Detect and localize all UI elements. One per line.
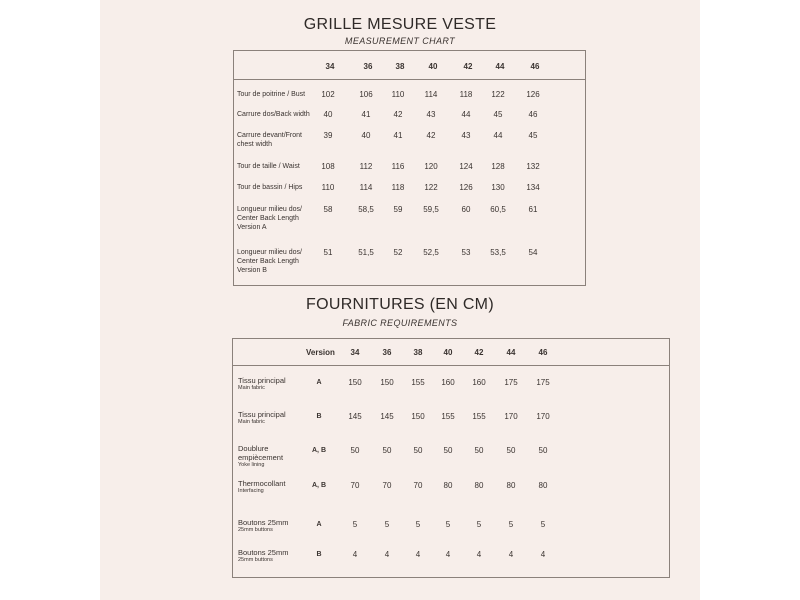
fabric-version: B xyxy=(316,413,322,420)
fabric-label-main: Tissu principal xyxy=(238,410,286,419)
fabric-version: A, B xyxy=(312,447,326,454)
measurement-value: 54 xyxy=(528,248,538,257)
fabric-value: 160 xyxy=(472,378,486,387)
measurement-value: 45 xyxy=(528,131,538,140)
measurement-value: 120 xyxy=(424,162,438,171)
measurement-value: 122 xyxy=(424,183,438,192)
measurement-value: 128 xyxy=(491,162,505,171)
measurement-value: 114 xyxy=(424,90,438,99)
measurement-label-line: Center Back Length xyxy=(237,215,299,222)
measurement-value: 44 xyxy=(493,131,503,140)
fabric-value: 150 xyxy=(380,378,394,387)
fabric-value: 70 xyxy=(382,481,392,490)
fabric-value: 80 xyxy=(538,481,548,490)
measurement-value: 45 xyxy=(493,110,503,119)
measurement-value: 60,5 xyxy=(490,205,506,214)
measurement-value: 110 xyxy=(321,183,335,192)
measurement-value: 51 xyxy=(323,248,333,257)
fabric-row-label xyxy=(238,376,286,392)
measurement-label-line: Version B xyxy=(237,267,267,274)
fabric-value: 5 xyxy=(508,520,514,529)
fabric-value: 175 xyxy=(536,378,550,387)
measurement-label-line: Longueur milieu dos/ xyxy=(237,249,302,256)
size-header: 42 xyxy=(474,348,484,357)
fabric-value: 50 xyxy=(382,446,392,455)
measurement-label-line: Tour de bassin / Hips xyxy=(237,184,303,191)
fabric-value: 50 xyxy=(413,446,423,455)
fabric-value: 155 xyxy=(472,412,486,421)
fabric-value: 170 xyxy=(504,412,518,421)
fabric-label-sub: 25mm buttons xyxy=(238,557,273,563)
fabric-label-sub: Main fabric xyxy=(238,385,265,391)
fabric-value: 145 xyxy=(348,412,362,421)
fabric-label-main: Doublure xyxy=(238,444,269,453)
fabric-label-main: Thermocollant xyxy=(238,479,286,488)
measurement-value: 118 xyxy=(391,183,405,192)
fabric-value: 160 xyxy=(441,378,455,387)
measurement-value: 134 xyxy=(526,183,540,192)
size-header: 38 xyxy=(395,62,405,71)
fabric-value: 50 xyxy=(474,446,484,455)
size-header: 44 xyxy=(495,62,505,71)
fabric-value: 4 xyxy=(445,550,451,559)
measurement-label-line: Tour de taille / Waist xyxy=(237,163,300,170)
measurement-row-label xyxy=(237,90,305,99)
fabric-value: 70 xyxy=(350,481,360,490)
measurement-label-line: Center Back Length xyxy=(237,258,299,265)
size-header: 34 xyxy=(325,62,335,71)
fabric-value: 80 xyxy=(506,481,516,490)
size-header: 36 xyxy=(382,348,392,357)
fabric-value: 175 xyxy=(504,378,518,387)
measurement-value: 116 xyxy=(391,162,405,171)
measurement-value: 58 xyxy=(323,205,333,214)
measurement-value: 114 xyxy=(359,183,373,192)
measurement-value: 41 xyxy=(393,131,403,140)
measurement-value: 51,5 xyxy=(358,248,374,257)
fabric-version: A, B xyxy=(312,482,326,489)
fabric-row-label xyxy=(238,548,288,564)
measurement-value: 61 xyxy=(528,205,538,214)
fabric-value: 50 xyxy=(350,446,360,455)
measurement-row-label xyxy=(237,131,302,149)
fabric-value: 5 xyxy=(476,520,482,529)
document-sheet xyxy=(100,0,700,600)
size-header: 46 xyxy=(530,62,540,71)
measurement-row-label xyxy=(237,162,300,171)
fabric-value: 50 xyxy=(538,446,548,455)
version-header: Version xyxy=(306,348,335,357)
fabric-value: 4 xyxy=(508,550,514,559)
measurement-value: 39 xyxy=(323,131,333,140)
fabric-subtitle: FABRIC REQUIREMENTS xyxy=(342,318,458,328)
fabric-version: A xyxy=(316,521,322,528)
fabric-value: 50 xyxy=(506,446,516,455)
size-header: 46 xyxy=(538,348,548,357)
measurement-value: 106 xyxy=(359,90,373,99)
measurement-value: 59,5 xyxy=(423,205,439,214)
fabric-value: 4 xyxy=(352,550,358,559)
fabric-value: 5 xyxy=(415,520,421,529)
fabric-value: 5 xyxy=(540,520,546,529)
measurement-value: 126 xyxy=(459,183,473,192)
fabric-value: 170 xyxy=(536,412,550,421)
fabric-label-main: Boutons 25mm xyxy=(238,548,289,557)
fabric-value: 4 xyxy=(476,550,482,559)
measurement-label-line: Version A xyxy=(237,224,267,231)
measurement-value: 42 xyxy=(426,131,436,140)
measurement-value: 118 xyxy=(459,90,473,99)
measurement-value: 122 xyxy=(491,90,505,99)
fabric-label-main: Boutons 25mm xyxy=(238,518,289,527)
measurement-label-line: Carrure dos/Back width xyxy=(237,111,310,118)
size-header: 40 xyxy=(428,62,438,71)
measurement-value: 42 xyxy=(393,110,403,119)
size-header: 34 xyxy=(350,348,360,357)
fabric-row-label xyxy=(238,410,286,426)
size-header: 44 xyxy=(506,348,516,357)
fabric-title: FOURNITURES (EN CM) xyxy=(306,296,494,313)
measurement-value: 59 xyxy=(393,205,403,214)
measurement-value: 124 xyxy=(459,162,473,171)
fabric-row-label xyxy=(238,479,286,495)
fabric-label-sub: Interfacing xyxy=(238,488,264,494)
fabric-row-label xyxy=(238,444,283,469)
measurement-value: 112 xyxy=(359,162,373,171)
size-header: 40 xyxy=(443,348,453,357)
fabric-value: 50 xyxy=(443,446,453,455)
size-header: 38 xyxy=(413,348,423,357)
fabric-value: 150 xyxy=(411,412,425,421)
measurement-value: 58,5 xyxy=(358,205,374,214)
measurement-header-divider xyxy=(233,79,586,80)
measurement-value: 40 xyxy=(361,131,371,140)
fabric-value: 70 xyxy=(413,481,423,490)
fabric-label-sub: Yoke lining xyxy=(238,462,265,468)
size-header: 36 xyxy=(363,62,373,71)
fabric-label-sub: 25mm buttons xyxy=(238,527,273,533)
fabric-value: 155 xyxy=(411,378,425,387)
measurement-subtitle: MEASUREMENT CHART xyxy=(344,36,456,46)
measurement-value: 41 xyxy=(361,110,371,119)
measurement-value: 60 xyxy=(461,205,471,214)
measurement-value: 132 xyxy=(526,162,540,171)
fabric-value: 80 xyxy=(474,481,484,490)
fabric-label-main: Tissu principal xyxy=(238,376,286,385)
measurement-value: 52,5 xyxy=(423,248,439,257)
fabric-version: B xyxy=(316,551,322,558)
measurement-value: 108 xyxy=(321,162,335,171)
measurement-value: 52 xyxy=(393,248,403,257)
measurement-value: 53 xyxy=(461,248,471,257)
measurement-label-line: chest width xyxy=(237,141,273,148)
fabric-value: 4 xyxy=(540,550,546,559)
size-header: 42 xyxy=(463,62,473,71)
measurement-value: 130 xyxy=(491,183,505,192)
measurement-value: 44 xyxy=(461,110,471,119)
measurement-value: 126 xyxy=(526,90,540,99)
fabric-value: 5 xyxy=(445,520,451,529)
measurement-value: 110 xyxy=(391,90,405,99)
measurement-label-line: Tour de poitrine / Bust xyxy=(237,91,306,98)
fabric-header-divider xyxy=(232,365,670,366)
measurement-value: 102 xyxy=(321,90,335,99)
fabric-value: 155 xyxy=(441,412,455,421)
fabric-label-main: empiècement xyxy=(238,453,284,462)
measurement-title: GRILLE MESURE VESTE xyxy=(303,16,497,33)
measurement-row-label xyxy=(237,183,302,192)
fabric-value: 150 xyxy=(348,378,362,387)
measurement-value: 53,5 xyxy=(490,248,506,257)
fabric-value: 4 xyxy=(384,550,390,559)
measurement-value: 43 xyxy=(426,110,436,119)
measurement-value: 43 xyxy=(461,131,471,140)
measurement-value: 46 xyxy=(528,110,538,119)
fabric-value: 145 xyxy=(380,412,394,421)
fabric-value: 5 xyxy=(384,520,390,529)
fabric-table xyxy=(232,338,670,578)
measurement-value: 40 xyxy=(323,110,333,119)
fabric-row-label xyxy=(238,518,288,534)
fabric-label-sub: Main fabric xyxy=(238,419,265,425)
fabric-value: 80 xyxy=(443,481,453,490)
fabric-value: 5 xyxy=(352,520,358,529)
measurement-label-line: Longueur milieu dos/ xyxy=(237,206,302,213)
measurement-row-label xyxy=(237,205,302,232)
measurement-row-label xyxy=(237,248,302,275)
fabric-value: 4 xyxy=(415,550,421,559)
fabric-version: A xyxy=(316,379,322,386)
measurement-label-line: Carrure devant/Front xyxy=(237,132,302,139)
measurement-row-label xyxy=(237,110,310,119)
